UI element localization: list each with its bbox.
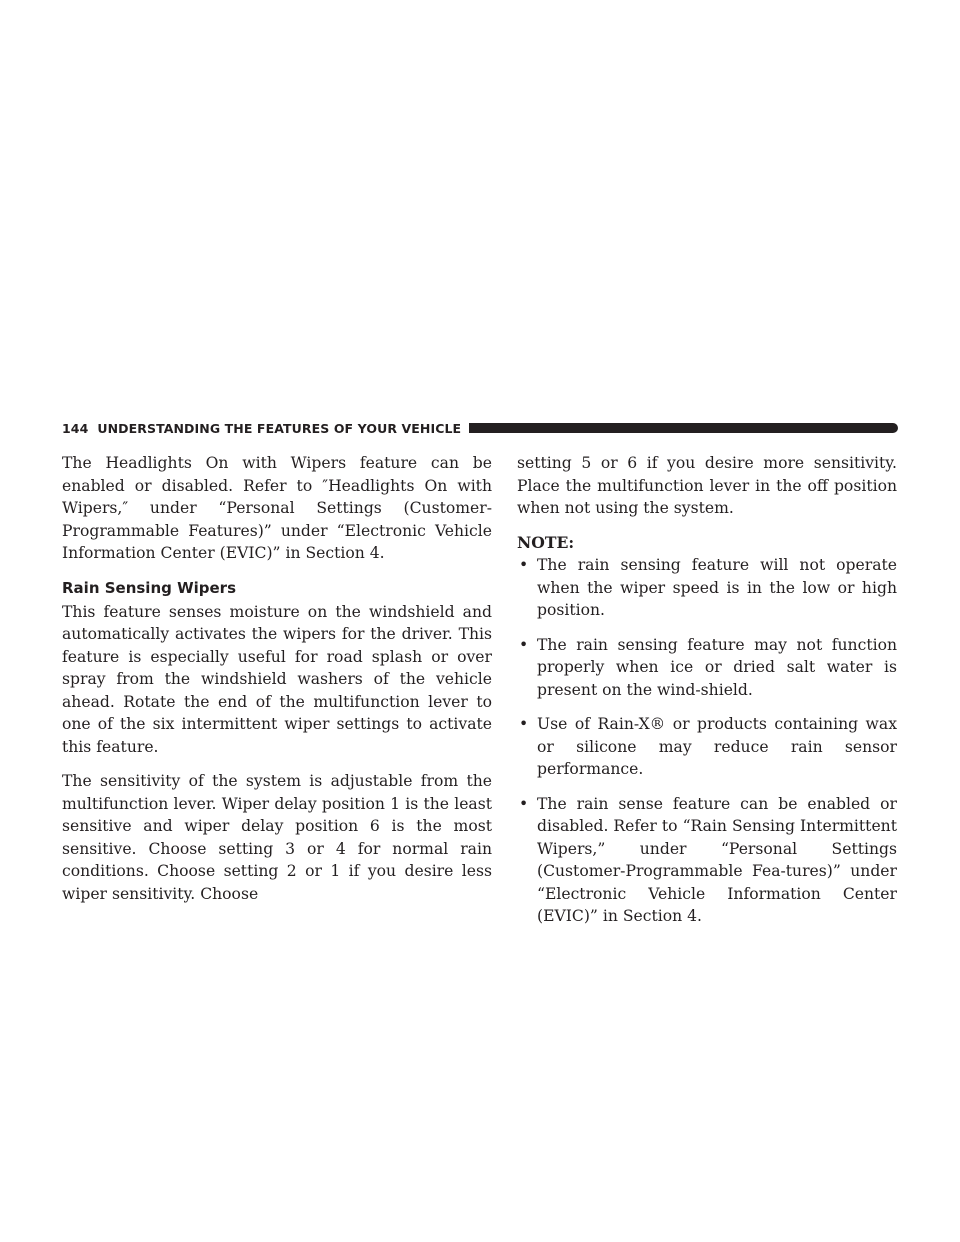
bullet-icon: • (519, 635, 529, 654)
right-column (517, 452, 897, 940)
section-heading: Rain Sensing Wipers (62, 578, 237, 597)
left-column (62, 452, 492, 917)
note-bullet-text: The rain sense feature can be enabled or disabled. Refer to “Rain Sensing Intermittent Wipers,” under “Personal Settings (Customer-Programmable Fea-tures)” under “Electronic Vehicle Information Center (EVIC)” in Section 4. (537, 794, 897, 925)
bullet-icon: • (519, 715, 529, 733)
body-paragraph-2: The sensitivity of the system is adjustable from the multifunction lever. Wiper delay position 1 is the least sensitive and wiper delay position 6 is the most sensitive. Choose setting 3 or 4 for normal rain conditions. Choose setting 2 or 1 if you desire less wiper sensitivity. Choose (62, 772, 492, 903)
bullet-icon: • (519, 794, 529, 813)
note-bullet-item (517, 634, 897, 702)
running-header-text (62, 421, 461, 436)
header-rule-bar (469, 423, 898, 433)
intro-paragraph: The Headlights On with Wipers feature can be enabled or disabled. Refer to ″Headlights On with Wipers,″ under “Personal Settings (Customer-Programmable Features)” under “Electronic Vehicle Information Center (EVIC)” in Section 4. (62, 454, 492, 562)
note-bullet-item (517, 793, 897, 928)
continuation-paragraph: setting 5 or 6 if you desire more sensitivity. Place the multifunction lever in the off position when not using the system. (517, 454, 897, 517)
running-header (62, 418, 898, 438)
bullet-icon: • (519, 556, 529, 574)
note-bullet-text: The rain sensing feature will not operate when the wiper speed is in the low or high position. (537, 556, 897, 619)
note-bullet-text: The rain sensing feature may not function properly when ice or dried salt water is present on the wind-shield. (537, 635, 897, 699)
body-paragraph-1: This feature senses moisture on the windshield and automatically activates the wipers for the driver. This feature is especially useful for road splash or over spray from the windshield washers of the vehicle ahead. Rotate the end of the multifunction lever to one of the six intermittent wiper settings to activate this feature. (62, 602, 492, 756)
note-bullet-text: Use of Rain-X® or products containing wax or silicone may reduce rain sensor performance. (537, 715, 897, 778)
note-bullet-item (517, 554, 897, 622)
note-bullet-item (517, 713, 897, 781)
page-number: 144 (62, 420, 89, 436)
note-bullet-list (517, 554, 897, 928)
note-label: NOTE: (517, 532, 575, 552)
running-title: UNDERSTANDING THE FEATURES OF YOUR VEHICLE (97, 420, 462, 436)
